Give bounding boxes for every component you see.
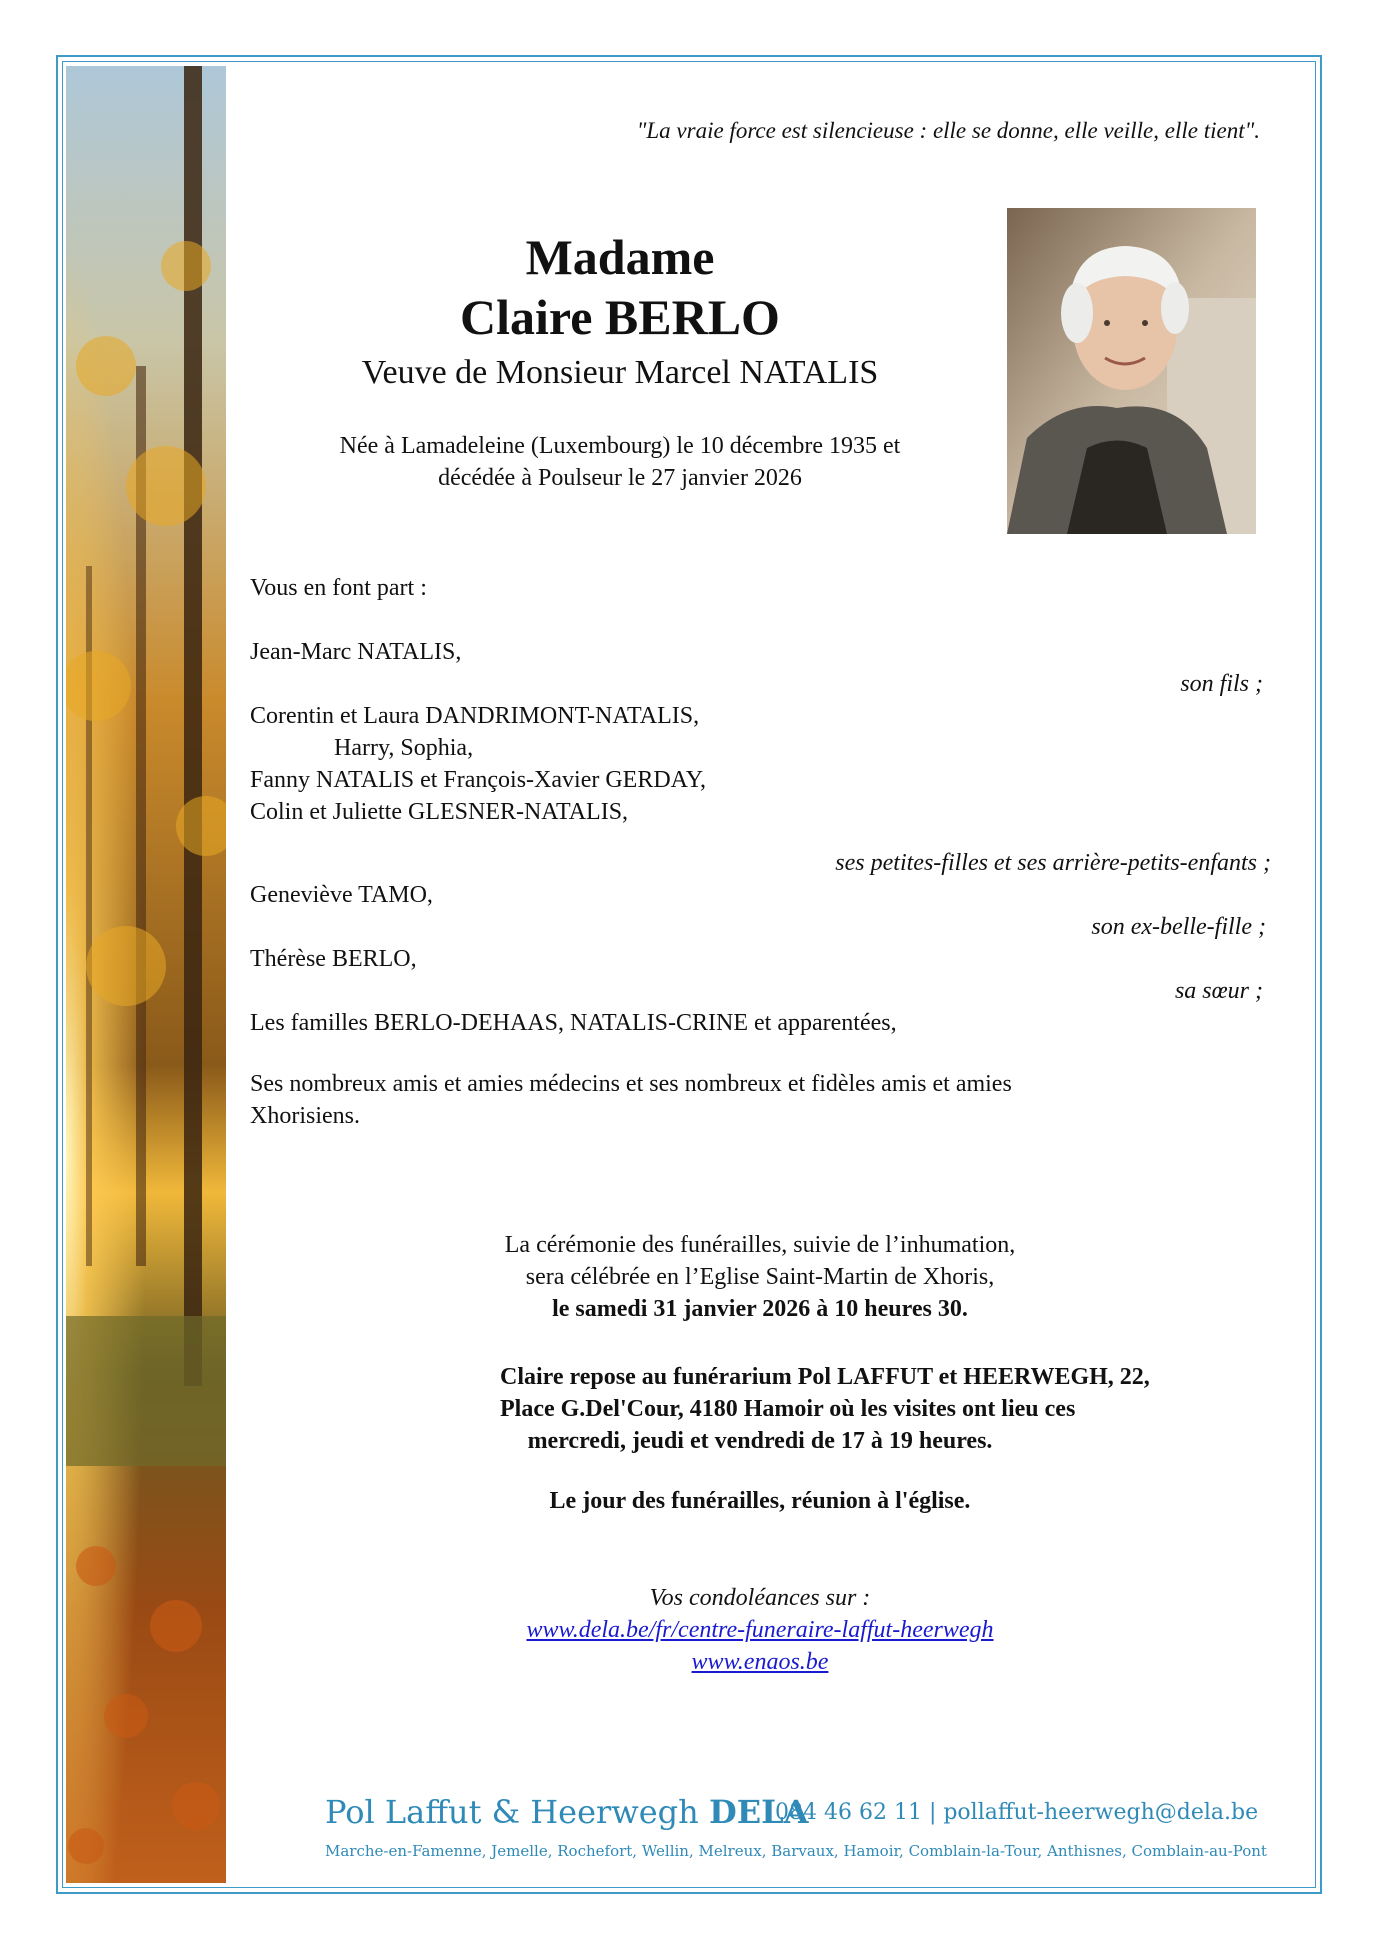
ceremony-date: le samedi 31 janvier 2026 à 10 heures 30. [552,1296,968,1322]
widow-of: Veuve de Monsieur Marcel NATALIS [361,354,879,391]
footer-contact: 084 46 62 11 | pollaffut-heerwegh@dela.be [775,1800,1259,1825]
brand-name: Pol Laffut & Heerwegh [325,1793,699,1831]
birth-line: Née à Lamadeleine (Luxembourg) le 10 décembre 1935 et [339,433,901,459]
portrait-photo [1007,208,1256,534]
sister-name: Thérèse BERLO, [250,946,417,972]
footer-cities: Marche-en-Famenne, Jemelle, Rochefort, Wellin, Melreux, Barvaux, Hamoir, Comblain-la-Tour, Anthisnes, Comblain-au-Pont [325,1842,1267,1860]
grandchild-3: Colin et Juliette GLESNER-NATALIS, [250,799,629,825]
deceased-header [250,228,990,396]
funeral-home-brand [325,1793,808,1831]
ex-daughter-in-law-relation: son ex-belle-fille ; [1091,914,1266,940]
friends-line-2: Xhorisiens. [250,1103,360,1129]
son-name: Jean-Marc NATALIS, [250,639,462,665]
families-line: Les familles BERLO-DEHAAS, NATALIS-CRINE et apparentées, [250,1010,897,1036]
great-grandchildren: Harry, Sophia, [334,735,474,761]
intro-line: Vous en font part : [250,575,427,601]
ceremony-line-2: sera célébrée en l’Eglise Saint-Martin de Xhoris, [525,1264,995,1290]
rest-line-1: Claire repose au funérarium Pol LAFFUT et HEERWEGH, 22, [500,1364,1150,1390]
son-relation: son fils ; [1180,671,1263,697]
ceremony-line-1: La cérémonie des funérailles, suivie de l’inhumation, [504,1232,1016,1258]
death-line: décédée à Poulseur le 27 janvier 2026 [438,465,802,491]
meeting-line: Le jour des funérailles, réunion à l'église. [549,1488,971,1514]
sister-relation: sa sœur ; [1174,978,1263,1004]
life-dates [250,430,990,494]
epigraph-quote: "La vraie force est silencieuse : elle se donne, elle veille, elle tient". [636,118,1260,143]
ex-daughter-in-law: Geneviève TAMO, [250,882,433,908]
rest-line-2: Place G.Del'Cour, 4180 Hamoir où les visites ont lieu ces [500,1396,1076,1422]
dela-logo: DELA [708,1793,809,1831]
condolences-link-enaos[interactable]: www.enaos.be [691,1649,829,1675]
grandchild-2: Fanny NATALIS et François-Xavier GERDAY, [250,767,707,793]
rest-line-3: mercredi, jeudi et vendredi de 17 à 19 heures. [527,1428,993,1454]
deceased-name: Claire BERLO [460,289,780,345]
condolences-label: Vos condoléances sur : [649,1585,871,1611]
grandchild-1: Corentin et Laura DANDRIMONT-NATALIS, [250,703,700,729]
condolences-link-dela[interactable]: www.dela.be/fr/centre-funeraire-laffut-heerwegh [526,1617,994,1643]
grandchildren-relation: ses petites-filles et ses arrière-petits-enfants ; [835,850,1271,876]
honorific: Madame [525,229,715,285]
autumn-forest-photo [66,66,226,1883]
friends-line-1: Ses nombreux amis et amies médecins et ses nombreux et fidèles amis et amies [250,1071,1012,1097]
